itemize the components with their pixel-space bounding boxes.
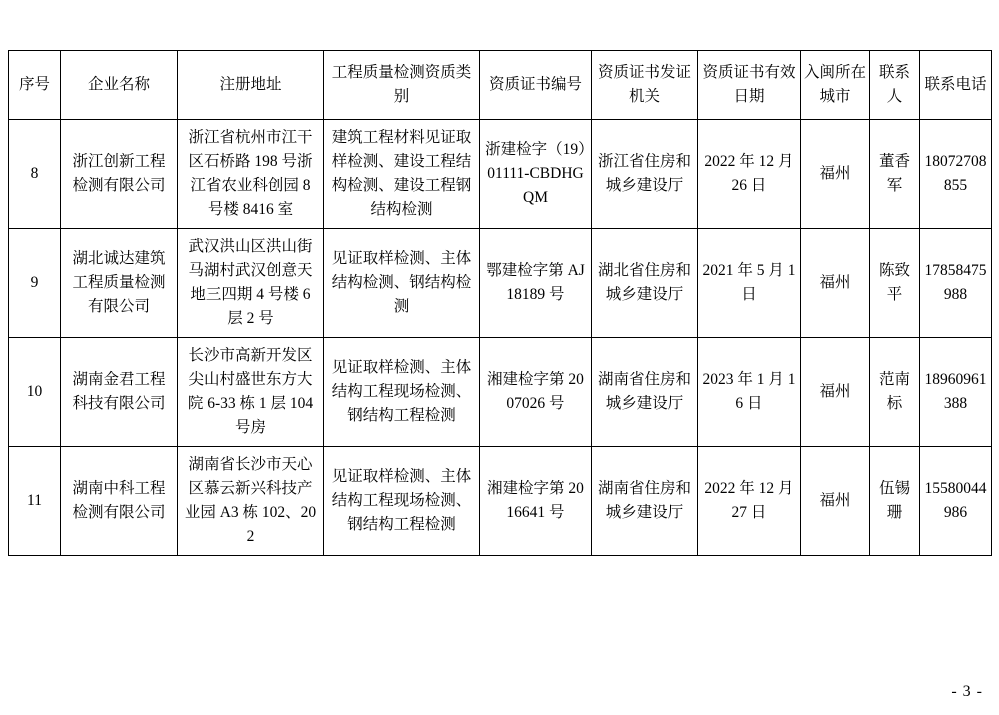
cell-city: 福州 [801,229,870,338]
table-header-row [9,51,992,120]
cell-phone: 17858475988 [920,229,992,338]
cell-address: 长沙市高新开发区尖山村盛世东方大院 6-33 栋 1 层 104 号房 [178,338,324,447]
cell-index: 10 [9,338,61,447]
table-row [9,120,992,229]
column-header-category: 工程质量检测资质类别 [324,51,480,120]
column-header-company: 企业名称 [61,51,178,120]
cell-company: 湖北诚达建筑工程质量检测有限公司 [61,229,178,338]
cell-phone: 18072708855 [920,120,992,229]
cell-phone: 18960961388 [920,338,992,447]
column-header-contact: 联系人 [870,51,920,120]
cell-address: 武汉洪山区洪山街马湖村武汉创意天地三四期 4 号楼 6 层 2 号 [178,229,324,338]
column-header-index: 序号 [9,51,61,120]
table-row [9,447,992,556]
cell-authority: 湖南省住房和城乡建设厅 [592,338,698,447]
cell-category: 建筑工程材料见证取样检测、建设工程结构检测、建设工程钢结构检测 [324,120,480,229]
cell-cert-no: 浙建检字（19）01111-CBDHGQM [480,120,592,229]
cell-company: 湖南中科工程检测有限公司 [61,447,178,556]
cell-contact: 范南标 [870,338,920,447]
column-header-address: 注册地址 [178,51,324,120]
qualification-table [8,50,992,556]
cell-city: 福州 [801,338,870,447]
cell-contact: 董香军 [870,120,920,229]
cell-contact: 陈致平 [870,229,920,338]
column-header-authority: 资质证书发证机关 [592,51,698,120]
cell-index: 9 [9,229,61,338]
cell-phone: 15580044986 [920,447,992,556]
cell-valid-date: 2022 年 12 月 27 日 [698,447,801,556]
cell-category: 见证取样检测、主体结构工程现场检测、钢结构工程检测 [324,447,480,556]
cell-authority: 湖北省住房和城乡建设厅 [592,229,698,338]
table-row [9,338,992,447]
column-header-valid-date: 资质证书有效日期 [698,51,801,120]
cell-authority: 浙江省住房和城乡建设厅 [592,120,698,229]
cell-category: 见证取样检测、主体结构检测、钢结构检测 [324,229,480,338]
cell-authority: 湖南省住房和城乡建设厅 [592,447,698,556]
table-row [9,229,992,338]
cell-company: 浙江创新工程检测有限公司 [61,120,178,229]
column-header-phone: 联系电话 [920,51,992,120]
cell-address: 湖南省长沙市天心区慕云新兴科技产业园 A3 栋 102、202 [178,447,324,556]
cell-city: 福州 [801,447,870,556]
cell-cert-no: 湘建检字第 2016641 号 [480,447,592,556]
cell-index: 8 [9,120,61,229]
cell-cert-no: 湘建检字第 2007026 号 [480,338,592,447]
column-header-city: 入闽所在城市 [801,51,870,120]
column-header-cert-no: 资质证书编号 [480,51,592,120]
cell-city: 福州 [801,120,870,229]
cell-cert-no: 鄂建检字第 AJ18189 号 [480,229,592,338]
cell-valid-date: 2023 年 1 月 16 日 [698,338,801,447]
cell-company: 湖南金君工程科技有限公司 [61,338,178,447]
cell-category: 见证取样检测、主体结构工程现场检测、钢结构工程检测 [324,338,480,447]
cell-valid-date: 2021 年 5 月 1 日 [698,229,801,338]
cell-address: 浙江省杭州市江干区石桥路 198 号浙江省农业科创园 8 号楼 8416 室 [178,120,324,229]
cell-contact: 伍锡珊 [870,447,920,556]
page-number: - 3 - [951,683,983,700]
cell-index: 11 [9,447,61,556]
cell-valid-date: 2022 年 12 月 26 日 [698,120,801,229]
